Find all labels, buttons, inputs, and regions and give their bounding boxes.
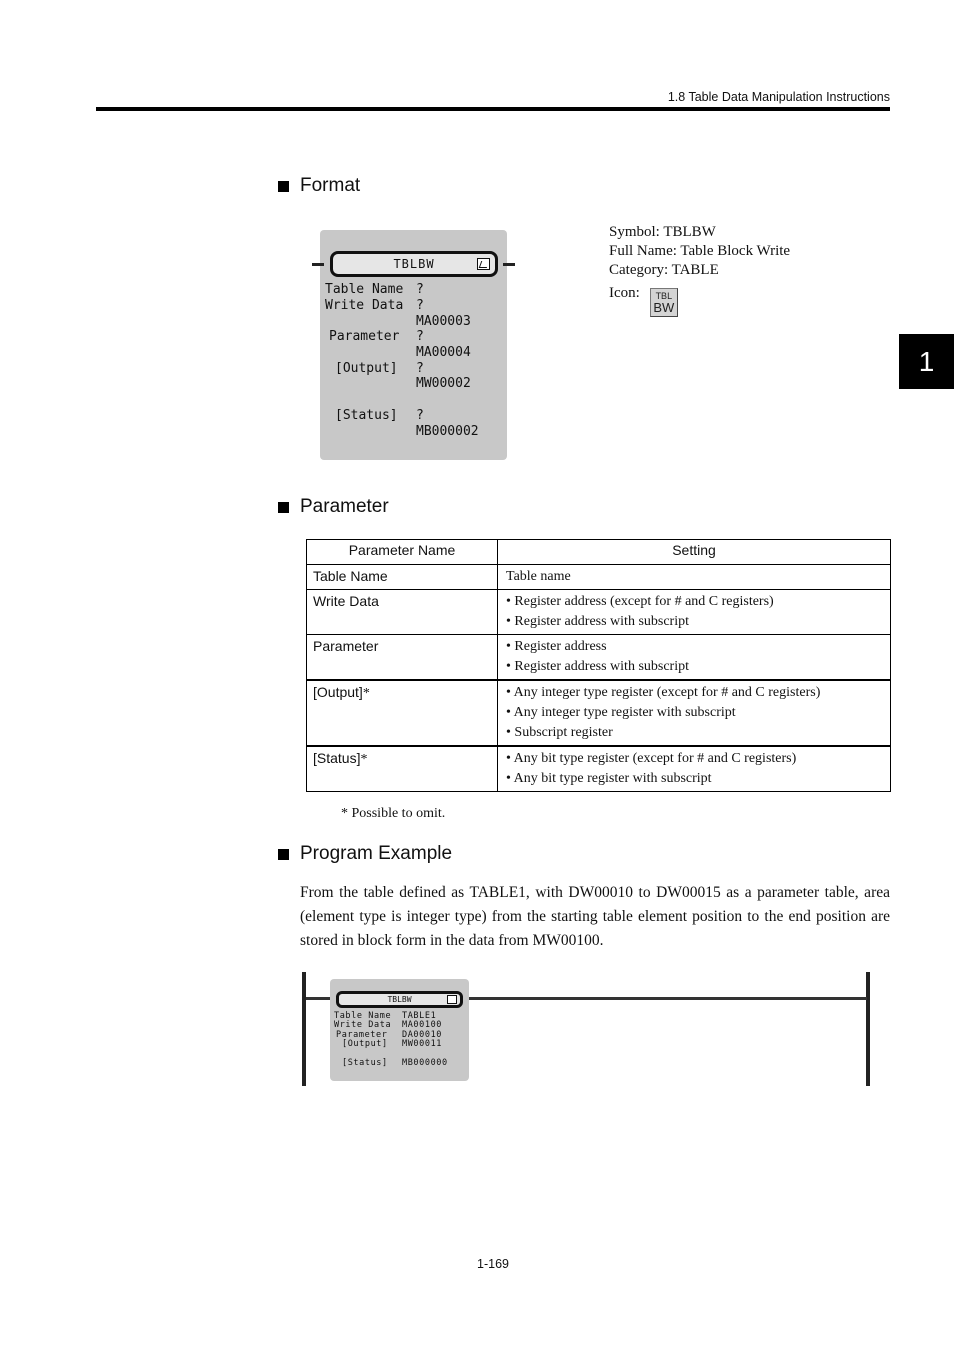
symbol-info [609,223,790,280]
setting-item: • Register address with subscript [506,657,882,677]
ladder-block-title: TBLBW [387,995,412,1004]
symbol-line: Symbol: TBLBW [609,224,716,240]
setting-item: • Register address [506,637,882,657]
format-heading [278,175,360,197]
setting-item: • Any integer type register with subscript [506,703,882,723]
param-name: Table Name [313,568,388,584]
setting-cell [498,746,891,792]
output-wire [503,263,515,266]
setting-cell [498,565,891,590]
omit-star: * [360,752,368,767]
right-power-rail [866,972,870,1086]
full-name-line: Full Name: Table Block Write [609,243,791,259]
square-bullet-icon [278,849,289,860]
table-row [307,565,891,590]
parameter-table [306,539,891,792]
category-line: Category: TABLE [609,262,719,278]
setting-item: • Register address (except for # and C registers) [506,592,882,612]
header-rule [96,107,890,111]
square-bullet-icon [278,502,289,513]
fb-value: MA00003 [416,314,471,329]
param-name: Parameter [313,638,379,654]
param-name-cell [307,565,498,590]
fb-value: ? [416,408,424,423]
rung-wire-left [306,997,332,1000]
setting-item: • Register address with subscript [506,612,882,632]
setting-item: • Any bit type register (except for # and C registers) [506,749,882,769]
fb-value: MB000002 [416,424,479,439]
left-power-rail [302,972,306,1086]
ladder-block-title-box [336,991,463,1008]
setting-item: • Any bit type register with subscript [506,769,882,789]
chapter-tab: 1 [899,334,954,389]
program-example-heading-text: Program Example [300,843,453,864]
icon-label: Icon: [609,285,640,301]
table-row [307,635,891,681]
table-row [307,746,891,792]
header-cell: Setting [498,540,891,565]
lb-value: MA00100 [402,1020,443,1030]
fb-value: MW00002 [416,376,471,391]
tblbw-icon [650,288,678,317]
table-row [307,590,891,635]
setting-cell [498,635,891,681]
param-name-cell [307,746,498,792]
param-name-cell [307,590,498,635]
program-example-heading [278,843,452,865]
icon-text-bottom: BW [653,300,675,315]
fb-label: Parameter [329,329,400,344]
fb-value: ? [416,282,424,297]
param-name: [Status] [313,750,361,766]
lb-label: Table Name [334,1011,392,1021]
lb-label: Parameter [336,1030,388,1040]
block-title: TBLBW [393,257,435,271]
table-header-row [307,540,891,565]
lb-value: DA00010 [402,1030,443,1040]
setting-item: Table name [506,569,571,584]
setting-cell [498,680,891,746]
param-name: [Output] [313,684,363,700]
program-description: From the table defined as TABLE1, with DW00010 to DW00015 as a parameter table, area (element type is integer type) from the starting table element position to the end position are stored in block form in the data from MW00100. [300,884,890,949]
fb-label: Write Data [325,298,404,313]
fb-value: ? [416,298,424,313]
setting-item: • Any integer type register (except for # and C registers) [506,683,882,703]
lb-value: TABLE1 [402,1011,437,1021]
lb-value: MB000000 [402,1058,448,1068]
omit-star: * [362,686,370,701]
lb-value: MW00011 [402,1039,443,1049]
square-bullet-icon [278,181,289,192]
lb-label: [Output] [342,1039,388,1049]
param-name-cell [307,680,498,746]
footnote: * Possible to omit. [341,806,446,821]
icon-text-top: TBL [655,291,673,301]
setting-cell [498,590,891,635]
block-title-box [330,251,498,277]
icon-row [609,285,678,317]
fb-label: [Output] [335,361,398,376]
page-number: 1-169 [477,1257,509,1271]
parameter-heading-text: Parameter [300,496,389,517]
parameter-heading [278,496,389,518]
format-function-block [320,230,507,460]
fb-value: ? [416,329,424,344]
param-name-cell [307,635,498,681]
fb-label: Table Name [325,282,404,297]
rung-wire-right [467,997,867,1000]
lb-label: Write Data [334,1020,392,1030]
param-name: Write Data [313,593,379,609]
lb-label: [Status] [342,1058,388,1068]
header-cell: Parameter Name [307,540,498,565]
block-expand-icon [447,995,457,1004]
format-heading-text: Format [300,175,361,196]
block-expand-icon [477,258,490,270]
fb-label: [Status] [335,408,398,423]
setting-item: • Subscript register [506,723,882,743]
fb-value: ? [416,361,424,376]
ladder-function-block [330,979,469,1081]
input-wire [312,263,324,266]
running-header: 1.8 Table Data Manipulation Instructions [667,90,890,104]
fb-value: MA00004 [416,345,471,360]
table-row [307,680,891,746]
